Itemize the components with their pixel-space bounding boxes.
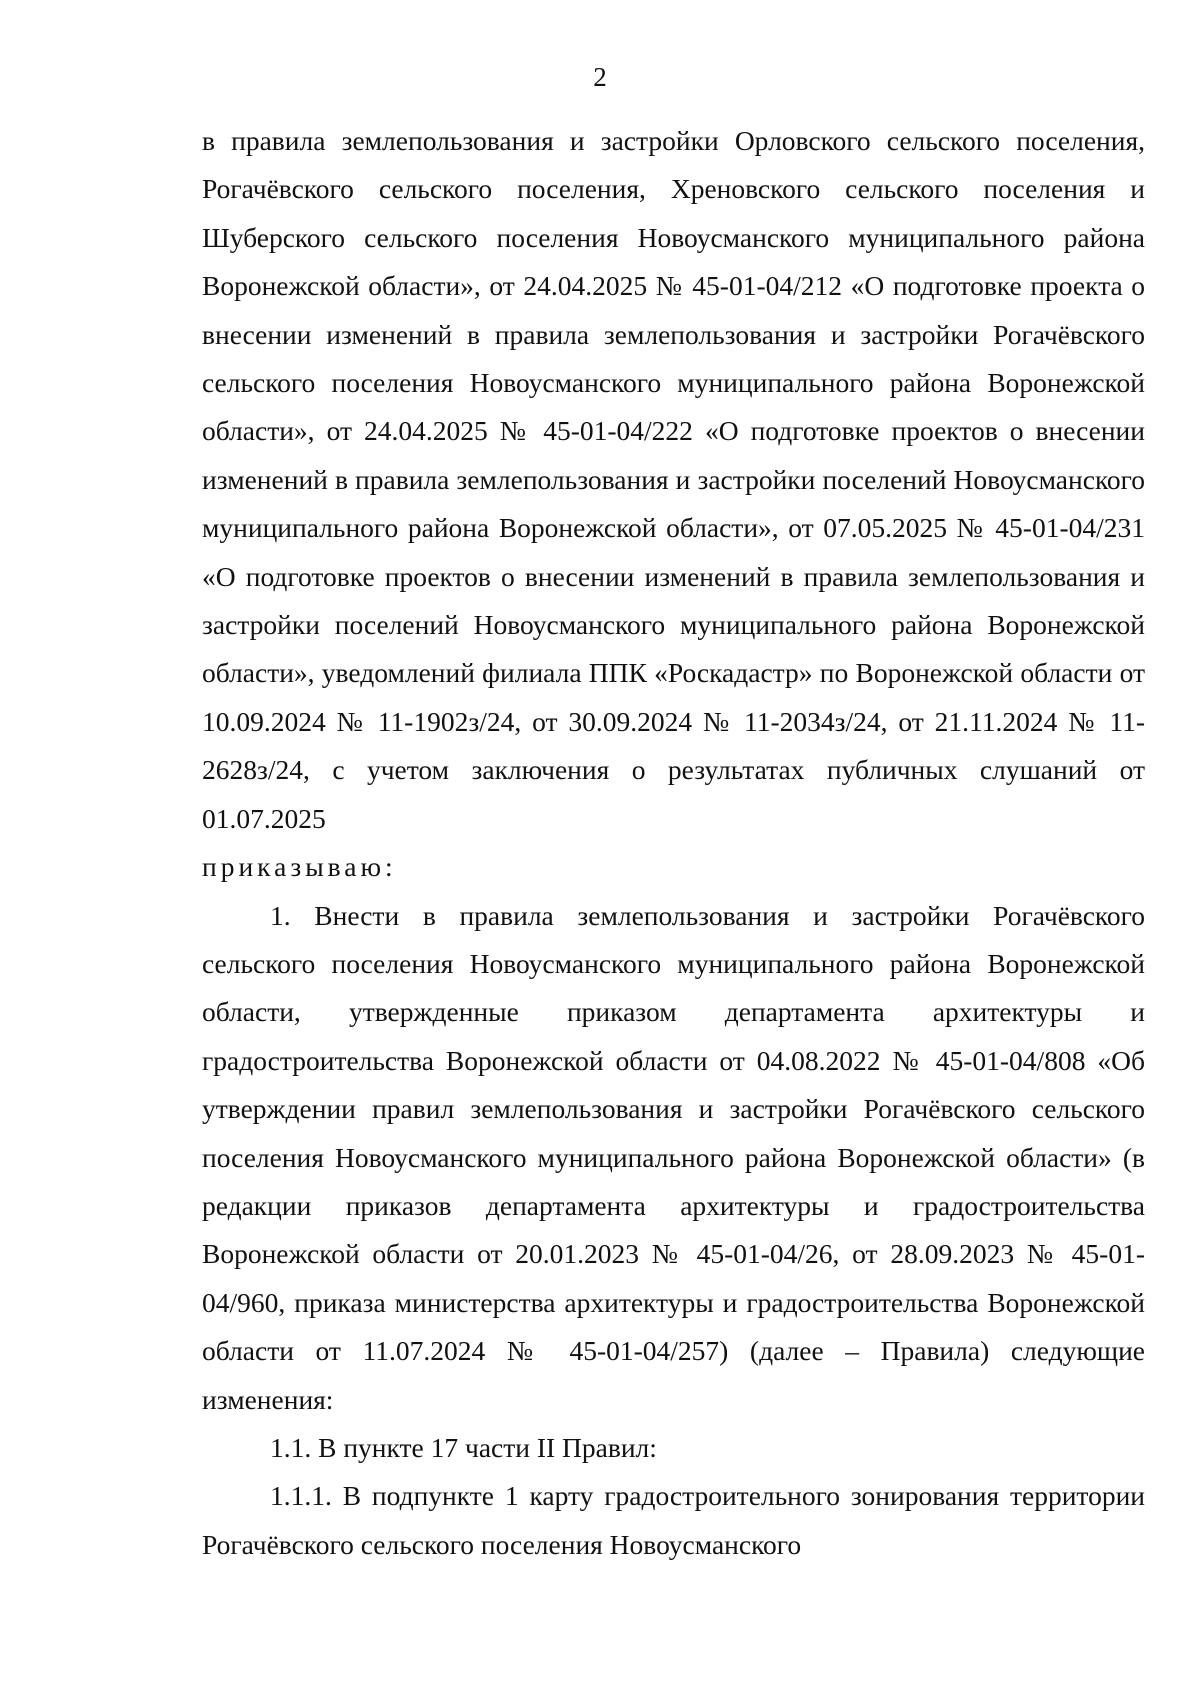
document-body: [202, 117, 1145, 1569]
item-1-1-1-paragraph: 1.1.1. В подпункте 1 карту градостроительного зонирования территории Рогачёвского сельского поселения Новоусманского: [202, 1480, 1145, 1560]
item-1-1-paragraph: 1.1. В пункте 17 части II Правил:: [270, 1431, 657, 1463]
page-number: 2: [593, 62, 607, 92]
item-1-paragraph: 1. Внести в правила землепользования и застройки Рогачёвского сельского поселения Новоусманского муниципального района Воронежской области, утвержденные приказом департамента архитектуры и градостроительства Воронежской области от 04.08.2022 № 45-01-04/808 «Об утверждении правил землепользования и застройки Рогачёвского сельского поселения Новоусманского муниципального района Воронежской области» (в редакции приказов департамента архитектуры и градостроительства Воронежской области от 20.01.2023 № 45-01-04/26, от 28.09.2023 № 45-01-04/960, приказа министерства архитектуры и градостроительства Воронежской области от 11.07.2024 № 45-01-04/257) (далее – Правила) следующие изменения:: [202, 899, 1145, 1415]
intro-paragraph: в правила землепользования и застройки Орловского сельского поселения, Рогачёвского сельского поселения, Хреновского сельского поселения и Шуберского сельского поселения Новоусманского муниципального района Воронежской области», от 24.04.2025 № 45-01-04/212 «О подготовке проекта о внесении изменений в правила землепользования и застройки Рогачёвского сельского поселения Новоусманского муниципального района Воронежской области», от 24.04.2025 № 45-01-04/222 «О подготовке проектов о внесении изменений в правила землепользования и застройки поселений Новоусманского муниципального района Воронежской области», от 07.05.2025 № 45-01-04/231 «О подготовке проектов о внесении изменений в правила землепользования и застройки поселений Новоусманского муниципального района Воронежской области», уведомлений филиала ППК «Роскадастр» по Воронежской области от 10.09.2024 № 11-1902з/24, от 30.09.2024 № 11-2034з/24, от 21.11.2024 № 11-2628з/24, с учетом заключения о результатах публичных слушаний от 01.07.2025: [202, 125, 1145, 834]
decree-word: приказываю:: [202, 851, 397, 883]
